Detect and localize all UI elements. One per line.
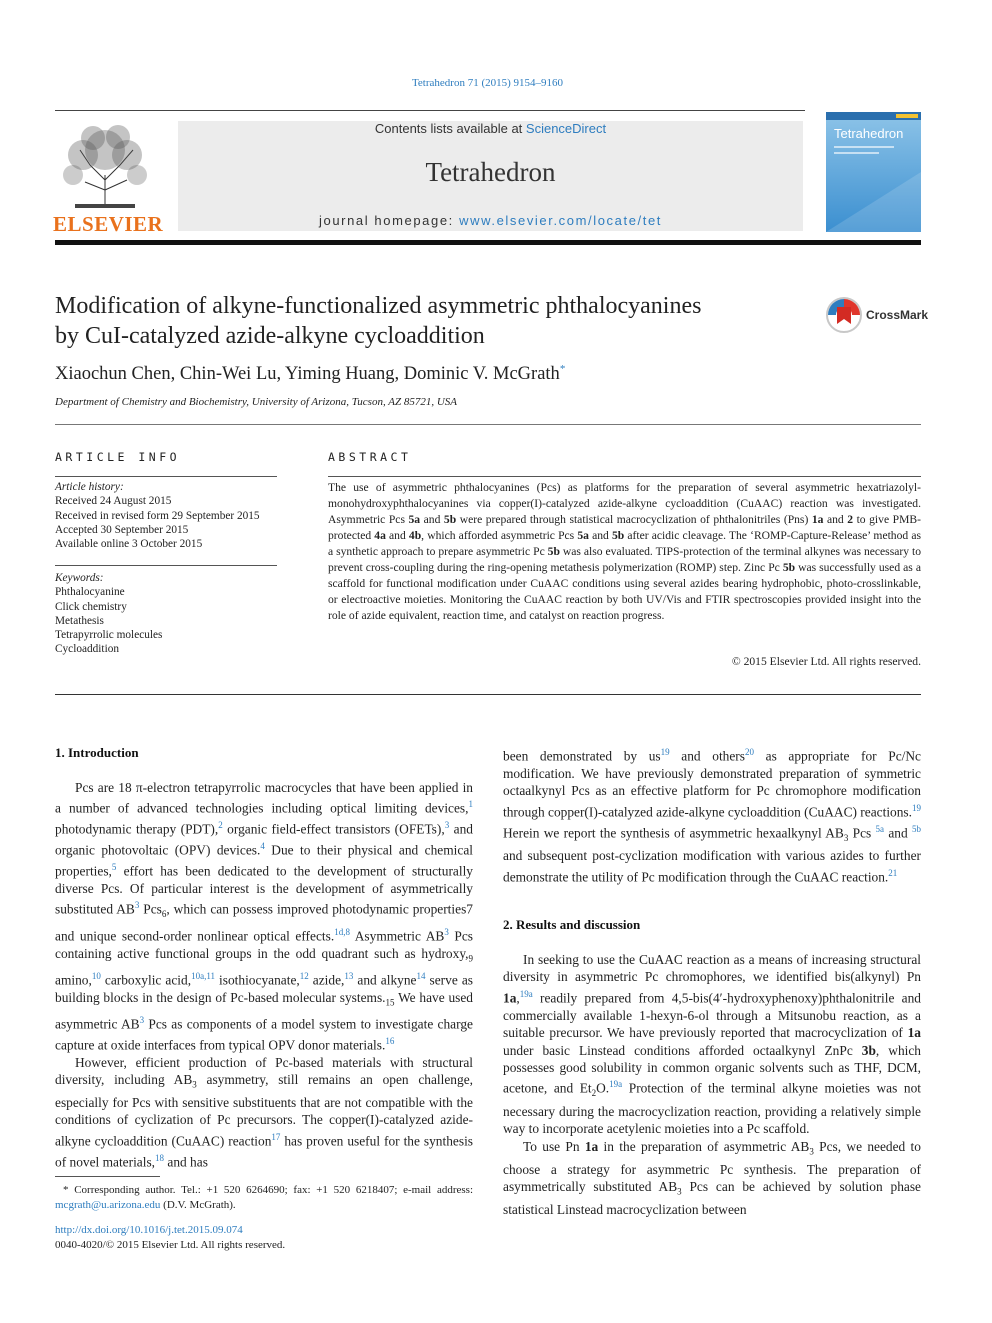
reference-link[interactable]: 5b (912, 823, 921, 834)
reference-link[interactable]: 9 (468, 953, 473, 964)
text-run: Pcs can be achieved by solution phase statistical Linstead macrocyclization between (503, 1179, 921, 1218)
reference-link[interactable]: 3 (134, 900, 140, 911)
keywords (55, 571, 277, 657)
text-run: O. (596, 1080, 610, 1096)
text-run: Asymmetric AB (349, 928, 445, 944)
text-run: However, efficient production of Pc-based materials with structural diversity, including AB (55, 1054, 473, 1087)
elsevier-wordmark: ELSEVIER (53, 212, 164, 236)
text-run: , which can possess improved photodynamic properties (166, 901, 467, 917)
homepage-link[interactable]: www.elsevier.com/locate/tet (459, 213, 662, 228)
compound-label: 3b (861, 1042, 876, 1058)
abstract-heading: ABSTRACT (328, 450, 412, 464)
authors-text: Xiaochun Chen, Chin-Wei Lu, Yiming Huang, Dominic V. McGrath (55, 364, 560, 385)
journal-title: Tetrahedron (425, 157, 556, 187)
article-info-heading: ARTICLE INFO (55, 450, 181, 464)
text-run: Pcs as components of a model system to investigate charge capture at oxide interfaces from typical OPV donor materials. (55, 1016, 473, 1053)
reference-link[interactable]: 21 (888, 867, 898, 878)
reference-link[interactable]: 16 (385, 1035, 395, 1046)
reference-link[interactable]: 1 (468, 799, 473, 810)
reference-link[interactable]: 19a (609, 1079, 623, 1090)
text-run: and alkyne (353, 972, 417, 988)
keyword-item: Metathesis (55, 614, 104, 627)
article-title-line2: by CuI-catalyzed azide-alkyne cycloaddition (55, 323, 485, 349)
compound-label: 1a (503, 990, 517, 1006)
text-run: carboxylic acid, (100, 972, 192, 988)
issn-line: 0040-4020/© 2015 Elsevier Ltd. All rights reserved. (55, 1239, 286, 1251)
keywords-rule (55, 565, 277, 566)
text-run: Herein we report the synthesis of asymmetric hexaalkynyl AB (503, 825, 844, 841)
reference-link[interactable]: 18 (155, 1152, 165, 1163)
text-run: serve as building blocks in the design of Pc-based molecular systems. (55, 972, 473, 1005)
reference-link[interactable]: 14 (416, 970, 426, 981)
text-run: isothiocyanate, (215, 972, 300, 988)
text-run: Pcs containing active functional groups in the odd quadrant such as hydroxy, (55, 928, 473, 961)
text-run: Pcs (139, 901, 162, 917)
text-run: Due to their physical and chemical properties, (55, 842, 473, 879)
intro-paragraph-2 (55, 1054, 473, 1171)
text-run: and subsequent post-cyclization modification with various azides to further demonstrate the utility of Pc modification through the CuAAC reaction. (503, 848, 921, 884)
left-column (55, 779, 473, 1171)
author-list (55, 363, 565, 385)
subscript: 3 (192, 1079, 197, 1090)
reference-link[interactable]: 1d,8 (334, 926, 350, 937)
header-top-rule (55, 110, 805, 111)
text-run: Pcs are 18 π-electron tetrapyrrolic macrocycles that have been applied in a number of advanced technologies including optical limiting devices, (55, 780, 473, 816)
text-run: , which possesses good solubility in common organic solvents such as THF, DCM, acetone, and Et (503, 1042, 921, 1096)
text-run: and (884, 825, 912, 841)
keyword-item: Cycloaddition (55, 643, 120, 656)
abstract-rule (328, 476, 921, 477)
keywords-label: Keywords: (55, 572, 104, 584)
reference-link[interactable]: 4 (260, 841, 265, 852)
subscript: 2 (591, 1088, 597, 1099)
subscript: 3 (809, 1146, 814, 1157)
compound-label: 1a (907, 1025, 921, 1041)
text-run: amino, (55, 972, 92, 988)
keyword-item: Click chemistry (55, 600, 127, 613)
doi-link[interactable]: http://dx.doi.org/10.1016/j.tet.2015.09.074 (55, 1224, 243, 1236)
text-run: , (516, 990, 520, 1006)
subscript: 3 (677, 1186, 682, 1197)
text-run: Protection of the terminal alkyne moieties was not necessary during the macrocyclization reaction, providing a relatively simple way to incorporate acetylenic moieties into a Pc scaffold. (503, 1080, 921, 1137)
reference-link[interactable]: 20 (744, 747, 754, 757)
text-run: under basic Linstead conditions afforded octaalkynyl ZnPc (503, 1042, 862, 1058)
reference-link[interactable]: 19a (519, 988, 533, 999)
intro-paragraph-3 (503, 744, 921, 885)
text-run: We have used asymmetric AB (55, 989, 473, 1032)
corresponding-author-mark[interactable]: * (559, 363, 566, 375)
text-run: been demonstrated by us (503, 748, 661, 764)
text-run: photodynamic therapy (PDT), (55, 821, 219, 837)
text-run: in the preparation of asymmetric AB (598, 1138, 810, 1154)
journal-homepage (178, 213, 803, 228)
journal-cover-thumbnail[interactable] (826, 112, 921, 232)
crossmark-icon (825, 296, 863, 334)
text-run: and has (164, 1154, 208, 1170)
cover-title: Tetrahedron (834, 126, 904, 141)
reference-link[interactable]: 6 (161, 909, 167, 920)
text-run: and organic photovoltaic (OPV) devices. (55, 821, 473, 858)
homepage-prefix: journal homepage: (319, 213, 460, 228)
reference-link[interactable]: 12 (299, 970, 309, 981)
journal-citation[interactable]: Tetrahedron 71 (2015) 9154–9160 (411, 77, 564, 89)
reference-link[interactable]: 3 (444, 926, 449, 937)
text-run: has proven useful for the synthesis of novel materials, (55, 1133, 474, 1170)
author-email-link[interactable]: mcgrath@u.arizona.edu (55, 1198, 161, 1211)
results-paragraph-1 (503, 951, 921, 1138)
right-column-results (503, 951, 921, 1219)
section-results-heading: 2. Results and discussion (503, 917, 641, 932)
history-online: Available online 3 October 2015 (55, 538, 203, 551)
keyword-item: Phthalocyanine (55, 586, 125, 599)
reference-link[interactable]: 17 (271, 1131, 281, 1142)
abstract-text: The use of asymmetric phthalocyanines (Pcs) as platforms for the preparation of several asymmetric hexatriazolyl-monohydroxyphthalocyanines via copper(I)-catalyzed azide-alkyne cycloaddition (CuAAC) reaction was investigated. Asymmetric Pcs 5a and 5b were prepared through statistical macrocyclization of phthalonitriles (Pns) 1a and 2 to give PMB-protected 4a and 4b, which afforded asymmetric Pcs 5a and 5b after acidic cleavage. The ‘ROMP-Capture-Release’ method as a synthetic approach to prepare asymmetric Pc 5b was also evaluated. TIPS-protection of the terminal alkynes was necessary to prevent cross-coupling during the ring-opening metathesis polymerization (ROMP) step. Zinc Pc 5b was successfully used as a scaffold for functional modification under CuAAC conditions using several azides bearing hydrophobic, photo-crosslinkable, or electroactive moieties. Monitoring the CuAAC reaction by both UV/Vis and FTIR spectroscopies provided insight into the role of azide equivalent, reaction time, and catalyst on reaction progress. (328, 481, 921, 622)
history-accepted: Accepted 30 September 2015 (55, 523, 189, 536)
crossmark-label: CrossMark (866, 308, 929, 322)
reference-link[interactable]: 5a (875, 823, 885, 834)
text-run: as appropriate for Pc/Nc modification. We have previously demonstrated preparation of symmetric octaalkynyl Pcs as an effective platform for Pc chromophore modification through copper(I)-catalyzed azide-alkyne cycloaddition (CuAAC) reactions. (503, 748, 921, 820)
abstract-divider (55, 694, 921, 695)
text-run: effort has been dedicated to the development of structurally diverse Pcs. Of particular interest is the development of asymmetrically substituted AB (55, 863, 473, 917)
article-title (55, 291, 795, 351)
text-run: asymmetry, still remains an open challenge, especially for Pcs with sensitive substituents that are not compatible with the conditions of cyclization of Pc precursors. The copper(I)-catalyzed azide-alkyne cycloaddition (CuAAC) reaction (55, 1071, 473, 1149)
reference-link[interactable]: 15 (385, 997, 395, 1008)
section-introduction-heading: 1. Introduction (55, 745, 139, 760)
reference-link[interactable]: 19 (660, 747, 670, 757)
results-paragraph-2 (503, 1138, 921, 1219)
right-column-top (503, 744, 921, 885)
article-title-line1: Modification of alkyne-functionalized asymmetric phthalocyanines (55, 293, 702, 319)
contents-prefix: Contents lists available at (374, 121, 526, 136)
reference-link[interactable]: 3 (139, 1014, 145, 1025)
affiliation: Department of Chemistry and Biochemistry, University of Arizona, Tucson, AZ 85721, USA (55, 396, 457, 408)
history-revised: Received in revised form 29 September 2015 (55, 509, 260, 522)
text-run: Pcs (848, 825, 876, 841)
abstract-copyright: © 2015 Elsevier Ltd. All rights reserved. (731, 655, 921, 668)
text-run: 7 (466, 901, 473, 917)
article-history (55, 480, 277, 551)
corresponding-footnote: * Corresponding author. Tel.: +1 520 6264690; fax: +1 520 6218407; e-mail address: mcgrath@u.arizona.edu (D.V. McGrath). (55, 1184, 473, 1211)
text-run: and others (669, 748, 745, 764)
reference-link[interactable]: 5 (111, 862, 117, 873)
intro-paragraph-1 (55, 779, 473, 1054)
text-run: Pcs, we needed to choose a strategy for asymmetric Pc synthesis. The preparation of asymmetrically substituted AB (503, 1138, 921, 1195)
text-run: In seeking to use the CuAAC reaction as a means of increasing structural diversity in asymmetric Pc chromophores, we identified bis(alkynyl) Pn (503, 952, 921, 985)
header-thick-rule (55, 240, 921, 245)
text-run: organic field-effect transistors (OFETs), (222, 821, 445, 837)
reference-link[interactable]: 13 (344, 970, 354, 981)
compound-label: 1a (584, 1138, 599, 1154)
text-run: readily prepared from 4,5-bis(4′-hydroxyphenoxy)phthalonitrile and commercially available 1-hexyn-6-ol through a Mitsunobu reaction, as a suitable precursor. We have previously reported that macrocyclization of (503, 990, 921, 1041)
contents-line (178, 121, 803, 136)
history-received: Received 24 August 2015 (55, 495, 172, 508)
reference-link[interactable]: 3 (444, 820, 450, 831)
reference-link[interactable]: 19 (912, 802, 921, 813)
text-run: and unique second-order nonlinear optical effects. (55, 928, 335, 944)
title-divider (55, 424, 921, 425)
footnote-rule (55, 1176, 160, 1177)
keyword-item: Tetrapyrrolic molecules (55, 629, 163, 642)
text-run: To use Pn (523, 1138, 585, 1154)
reference-link[interactable]: 3 (843, 832, 849, 843)
sciencedirect-link[interactable]: ScienceDirect (525, 121, 607, 136)
reference-link[interactable]: 10 (91, 970, 101, 981)
history-label: Article history: (55, 481, 124, 493)
text-run: azide, (308, 972, 345, 988)
reference-link[interactable]: 2 (218, 820, 223, 831)
article-info-rule (55, 476, 277, 477)
reference-link[interactable]: 10a,11 (191, 970, 215, 981)
crossmark-badge[interactable] (825, 296, 929, 336)
